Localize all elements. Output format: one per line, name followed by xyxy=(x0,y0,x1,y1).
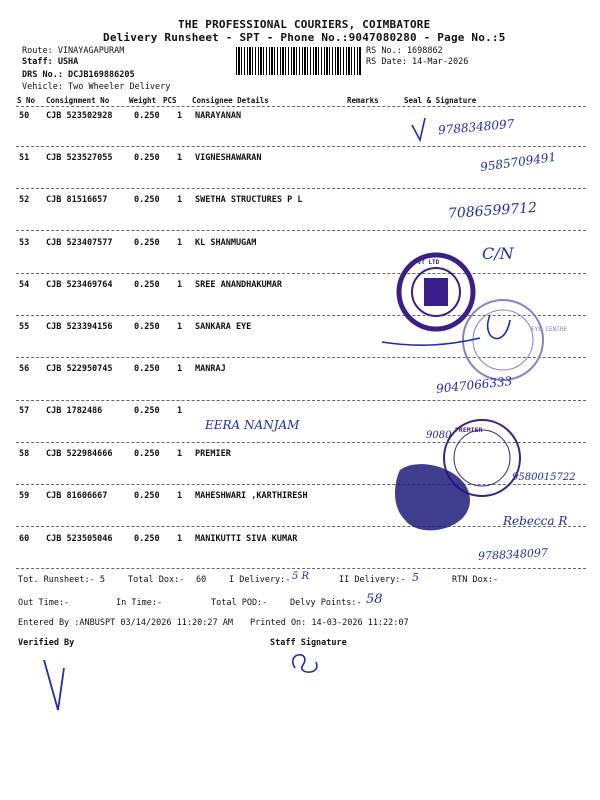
row-consignment-no: CJB 1782486 xyxy=(46,406,103,416)
i-delivery-label: I Delivery:- xyxy=(229,575,291,585)
handwriting-row57-name: EERA NANJAM xyxy=(205,418,300,432)
row-consignment-no: CJB 523505046 xyxy=(46,534,113,544)
row-pcs: 1 xyxy=(177,406,183,416)
row-pcs: 1 xyxy=(177,534,183,544)
handwriting-row60: 9788348097 xyxy=(477,546,549,563)
row-pcs: 1 xyxy=(177,195,183,205)
row-weight: 0.250 xyxy=(134,280,160,290)
row-sno: 52 xyxy=(19,195,30,205)
entered-by: Entered By :ANBUSPT 03/14/2026 11:20:27 AM xyxy=(18,618,233,628)
row-sno: 54 xyxy=(19,280,30,290)
stamp-round-2 xyxy=(463,300,543,380)
col-header-seal: Seal & Signature xyxy=(404,96,477,105)
row-consignment-no: CJB 522984666 xyxy=(46,449,113,459)
row-consignee: VIGNESHAWARAN xyxy=(195,153,262,163)
row-weight: 0.250 xyxy=(134,322,160,332)
route-label: Route: VINAYAGAPURAM xyxy=(22,46,125,56)
col-header-consignment: Consignment No xyxy=(46,96,110,105)
handwriting-row58: 9580015722 xyxy=(512,472,576,483)
verified-by-label: Verified By xyxy=(18,638,75,648)
rs-number: RS No.: 1698862 xyxy=(366,46,443,56)
rtn-dox-label: RTN Dox:- xyxy=(452,575,499,585)
staff-label: Staff: USHA xyxy=(22,57,79,67)
row-pcs: 1 xyxy=(177,280,183,290)
stamp-round-1 xyxy=(399,255,473,329)
delvy-points-handwritten: 58 xyxy=(366,592,383,607)
ii-delivery-label: II Delivery:- xyxy=(339,575,406,585)
row-sno: 59 xyxy=(19,491,30,501)
runsheet-subtitle: Delivery Runsheet - SPT - Phone No.:9047080280 - Page No.:5 xyxy=(103,31,506,44)
out-time-label: Out Time:- xyxy=(18,598,70,608)
row-pcs: 1 xyxy=(177,111,183,121)
row-consignee: SWETHA STRUCTURES P L xyxy=(195,195,303,205)
row-weight: 0.250 xyxy=(134,406,160,416)
row-consignment-no: CJB 523469764 xyxy=(46,280,113,290)
handwriting-row59: Rebecca R xyxy=(503,514,568,528)
col-header-pcs: PCS xyxy=(163,96,177,105)
company-title: THE PROFESSIONAL COURIERS, COIMBATORE xyxy=(178,18,431,31)
row-consignment-no: CJB 523527055 xyxy=(46,153,113,163)
handwriting-row52: 7086599712 xyxy=(447,199,538,223)
handwriting-row50: 9788348097 xyxy=(437,116,515,138)
col-header-sno: S No xyxy=(17,96,36,105)
tot-runsheet: Tot. Runsheet:- 5 xyxy=(18,575,105,585)
row-pcs: 1 xyxy=(177,238,183,248)
row-consignee: KL SHANMUGAM xyxy=(195,238,257,248)
row-weight: 0.250 xyxy=(134,449,160,459)
row-weight: 0.250 xyxy=(134,491,160,501)
row-sno: 60 xyxy=(19,534,30,544)
row-pcs: 1 xyxy=(177,491,183,501)
handwriting-row56: 9047066333 xyxy=(435,374,513,396)
row-sno: 53 xyxy=(19,238,30,248)
row-pcs: 1 xyxy=(177,449,183,459)
row-consignment-no: CJB 523394156 xyxy=(46,322,113,332)
row-weight: 0.250 xyxy=(134,364,160,374)
row-consignee: MANIKUTTI SIVA KUMAR xyxy=(195,534,298,544)
row-consignment-no: CJB 81516657 xyxy=(46,195,108,205)
handwriting-row57-note: 9080 xyxy=(426,430,452,441)
stamp-2-text: EYE CENTRE xyxy=(531,326,568,333)
col-header-consignee: Consignee Details xyxy=(192,96,269,105)
total-pod-label: Total POD:- xyxy=(211,598,268,608)
row-sno: 57 xyxy=(19,406,30,416)
col-header-remarks: Remarks xyxy=(347,96,379,105)
staff-signature-mark xyxy=(293,655,317,672)
row-sno: 51 xyxy=(19,153,30,163)
col-header-weight: Weight xyxy=(129,96,157,105)
row-consignee: SREE ANANDHAKUMAR xyxy=(195,280,282,290)
total-dox-label: Total Dox:- xyxy=(128,575,185,585)
rs-date: RS Date: 14-Mar-2026 xyxy=(366,57,469,67)
row-consignee: PREMIER xyxy=(195,449,231,459)
row-consignee: SANKARA EYE xyxy=(195,322,252,332)
printed-on: Printed On: 14-03-2026 11:22:07 xyxy=(250,618,409,628)
verified-by-signature xyxy=(44,660,64,710)
row-weight: 0.250 xyxy=(134,534,160,544)
row-consignee: NARAYANAN xyxy=(195,111,242,121)
row-weight: 0.250 xyxy=(134,238,160,248)
row-consignee: MAHESHWARI ,KARTHIRESH xyxy=(195,491,308,501)
handwriting-row53: C/N xyxy=(482,244,514,263)
row-pcs: 1 xyxy=(177,364,183,374)
row-sno: 56 xyxy=(19,364,30,374)
row-consignment-no: CJB 523407577 xyxy=(46,238,113,248)
in-time-label: In Time:- xyxy=(116,598,163,608)
row-weight: 0.250 xyxy=(134,195,160,205)
row-consignee: MANRAJ xyxy=(195,364,226,374)
row-weight: 0.250 xyxy=(134,153,160,163)
i-delivery-handwritten: 5 R xyxy=(292,571,310,582)
drs-number: DRS No.: DCJB169886205 xyxy=(22,70,135,80)
stamp-3-text: PREMIER xyxy=(455,426,483,434)
row-weight: 0.250 xyxy=(134,111,160,121)
row-sno: 50 xyxy=(19,111,30,121)
delvy-points-label: Delvy Points:- xyxy=(290,598,362,608)
ii-delivery-handwritten: 5 xyxy=(412,571,419,584)
total-dox-value: 60 xyxy=(196,575,207,585)
signature-scribble xyxy=(382,118,510,345)
row-sno: 58 xyxy=(19,449,30,459)
vehicle-label: Vehicle: Two Wheeler Delivery xyxy=(22,82,171,92)
row-pcs: 1 xyxy=(177,322,183,332)
row-pcs: 1 xyxy=(177,153,183,163)
row-consignment-no: CJB 523502928 xyxy=(46,111,113,121)
row-consignment-no: CJB 81606667 xyxy=(46,491,108,501)
row-consignment-no: CJB 522950745 xyxy=(46,364,113,374)
handwriting-row51: 9585709491 xyxy=(479,149,557,175)
stamp-1-text: PVT LTD xyxy=(414,259,440,266)
staff-signature-label: Staff Signature xyxy=(270,638,347,648)
row-sno: 55 xyxy=(19,322,30,332)
